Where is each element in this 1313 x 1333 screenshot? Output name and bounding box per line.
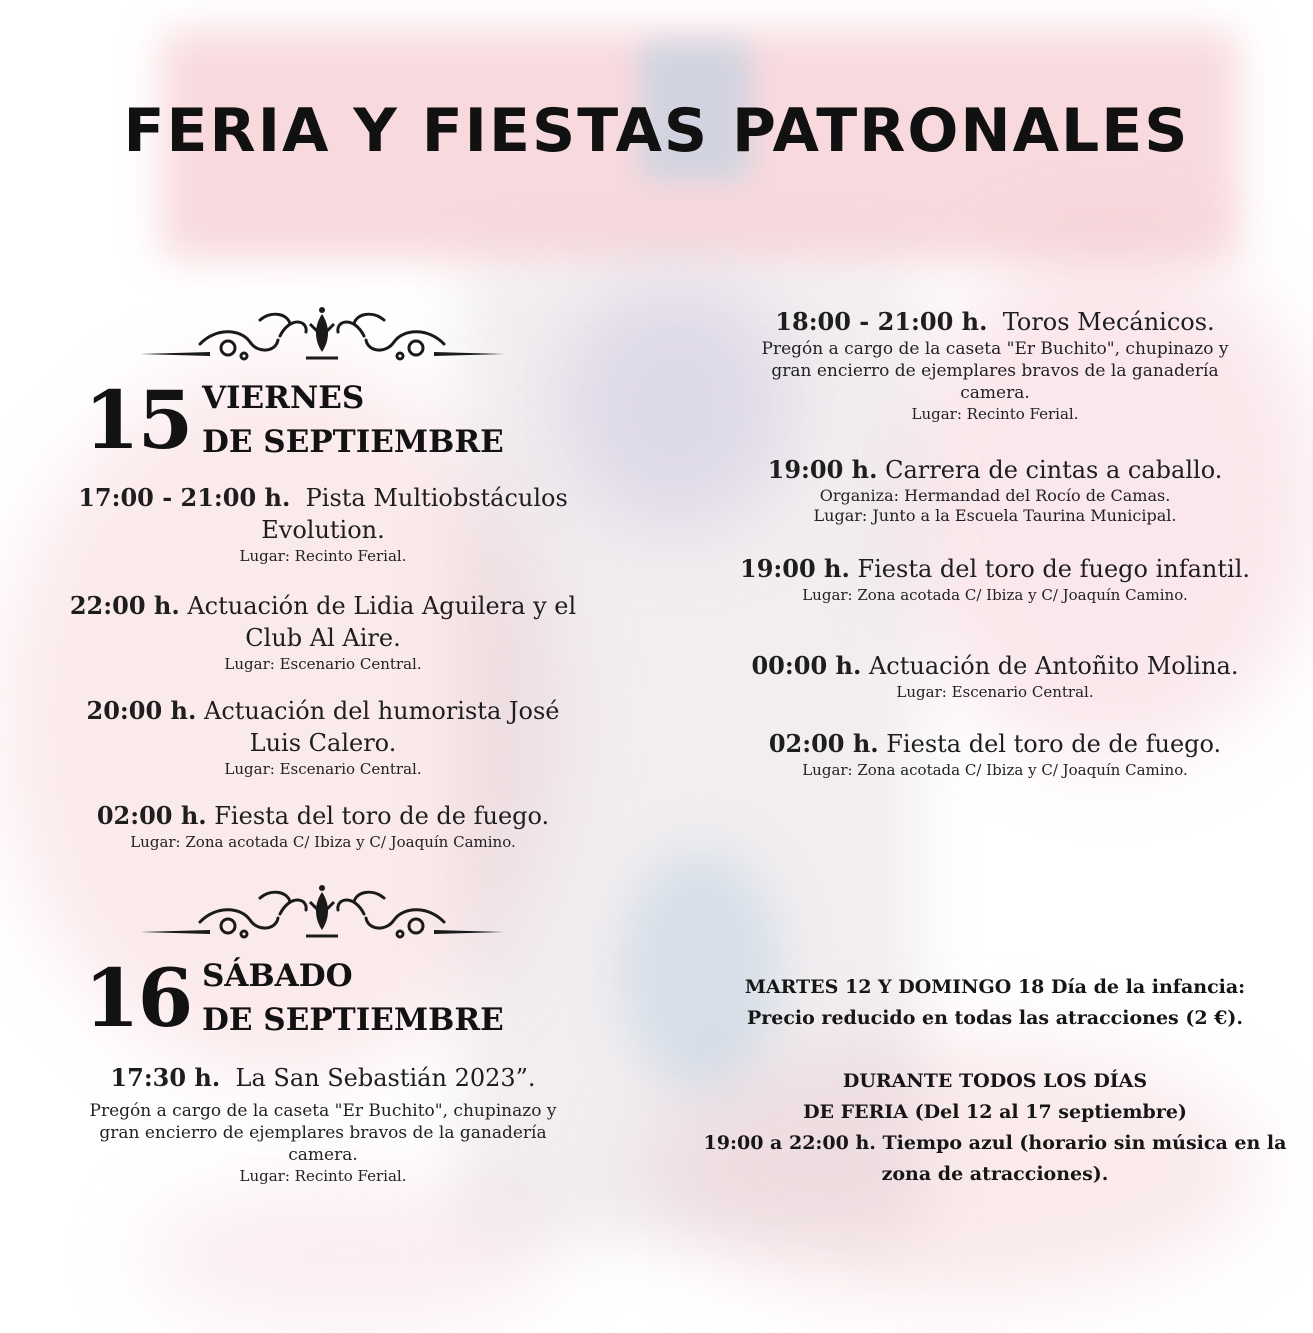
event-item (700, 306, 1290, 424)
day-name: SÁBADO (202, 958, 353, 994)
event-time: 02:00 h. (96, 801, 207, 830)
event-description: gran encierro de ejemplares bravos de la ganadería (771, 361, 1219, 381)
event-place: Lugar: Escenario Central. (896, 683, 1094, 701)
event-title: Pista Multiobstáculos (305, 484, 568, 512)
event-description: camera. (960, 383, 1030, 403)
infancia-note (690, 972, 1300, 1034)
note-line: DE FERIA (Del 12 al 17 septiembre) (803, 1101, 1187, 1123)
day-month: DE SEPTIEMBRE (202, 424, 504, 460)
day-name: VIERNES (202, 380, 365, 416)
note-line: MARTES 12 Y DOMINGO 18 Día de la infancia: (744, 976, 1246, 998)
event-place: Lugar: Recinto Ferial. (239, 1167, 407, 1185)
ornament-divider-icon (140, 306, 504, 368)
event-place: Lugar: Escenario Central. (224, 760, 422, 778)
event-title: Actuación del humorista José (204, 697, 560, 725)
event-title: Fiesta del toro de fuego infantil. (857, 555, 1250, 583)
day-number: 16 (84, 951, 192, 1045)
event-item (700, 650, 1290, 702)
event-title: Fiesta del toro de de fuego. (886, 730, 1222, 758)
event-time: 02:00 h. (768, 729, 879, 758)
event-time: 17:00 - 21:00 h. (78, 483, 291, 512)
note-line: zona de atracciones). (881, 1163, 1109, 1185)
event-item (48, 695, 598, 779)
note-line: 19:00 a 22:00 h. Tiempo azul (horario sin música en la (703, 1132, 1287, 1154)
day-number: 15 (84, 373, 192, 467)
event-item (700, 454, 1290, 526)
event-time: 22:00 h. (69, 591, 180, 620)
note-line: DURANTE TODOS LOS DÍAS (842, 1070, 1148, 1092)
event-title: Actuación de Antoñito Molina. (868, 652, 1239, 680)
event-title: Carrera de cintas a caballo. (885, 456, 1223, 484)
event-place: Lugar: Zona acotada C/ Ibiza y C/ Joaquín Camino. (802, 761, 1188, 779)
event-title: Fiesta del toro de de fuego. (214, 802, 550, 830)
event-time: 20:00 h. (86, 696, 197, 725)
ornament-divider-icon (140, 884, 504, 946)
event-place: Lugar: Zona acotada C/ Ibiza y C/ Joaquín Camino. (802, 586, 1188, 604)
event-organizer: Organiza: Hermandad del Rocío de Camas. (819, 486, 1171, 505)
event-time: 00:00 h. (751, 651, 862, 680)
page-title: FERIA Y FIESTAS PATRONALES (123, 96, 1190, 166)
event-time: 18:00 - 21:00 h. (775, 307, 988, 336)
event-time: 17:30 h. (110, 1063, 221, 1092)
event-item (700, 728, 1290, 780)
event-place: Lugar: Escenario Central. (224, 655, 422, 673)
event-item (48, 800, 598, 852)
event-item (48, 1062, 598, 1186)
event-place: Lugar: Junto a la Escuela Taurina Municipal. (813, 506, 1177, 525)
event-item (700, 553, 1290, 605)
event-title: Toros Mecánicos. (1002, 308, 1215, 336)
event-time: 19:00 h. (767, 455, 878, 484)
event-place: Lugar: Zona acotada C/ Ibiza y C/ Joaquín Camino. (130, 833, 516, 851)
event-title: La San Sebastián 2023”. (235, 1064, 536, 1092)
event-description: gran encierro de ejemplares bravos de la ganadería (99, 1123, 547, 1143)
note-line: Precio reducido en todas las atracciones (2 €). (746, 1007, 1244, 1029)
event-title: Actuación de Lidia Aguilera y el (187, 592, 577, 620)
event-title-cont: Club Al Aire. (245, 624, 401, 652)
event-title-cont: Evolution. (261, 516, 385, 544)
event-place: Lugar: Recinto Ferial. (239, 547, 407, 565)
event-description: Pregón a cargo de la caseta "Er Buchito", chupinazo y (761, 339, 1229, 359)
event-place: Lugar: Recinto Ferial. (911, 405, 1079, 423)
tiempo-azul-note (690, 1066, 1300, 1190)
event-item (48, 482, 598, 566)
day-month: DE SEPTIEMBRE (202, 1002, 504, 1038)
event-item (48, 590, 598, 674)
event-title-cont: Luis Calero. (249, 729, 397, 757)
event-time: 19:00 h. (740, 554, 850, 583)
event-description: Pregón a cargo de la caseta "Er Buchito", chupinazo y (89, 1101, 557, 1121)
event-description: camera. (288, 1145, 358, 1165)
